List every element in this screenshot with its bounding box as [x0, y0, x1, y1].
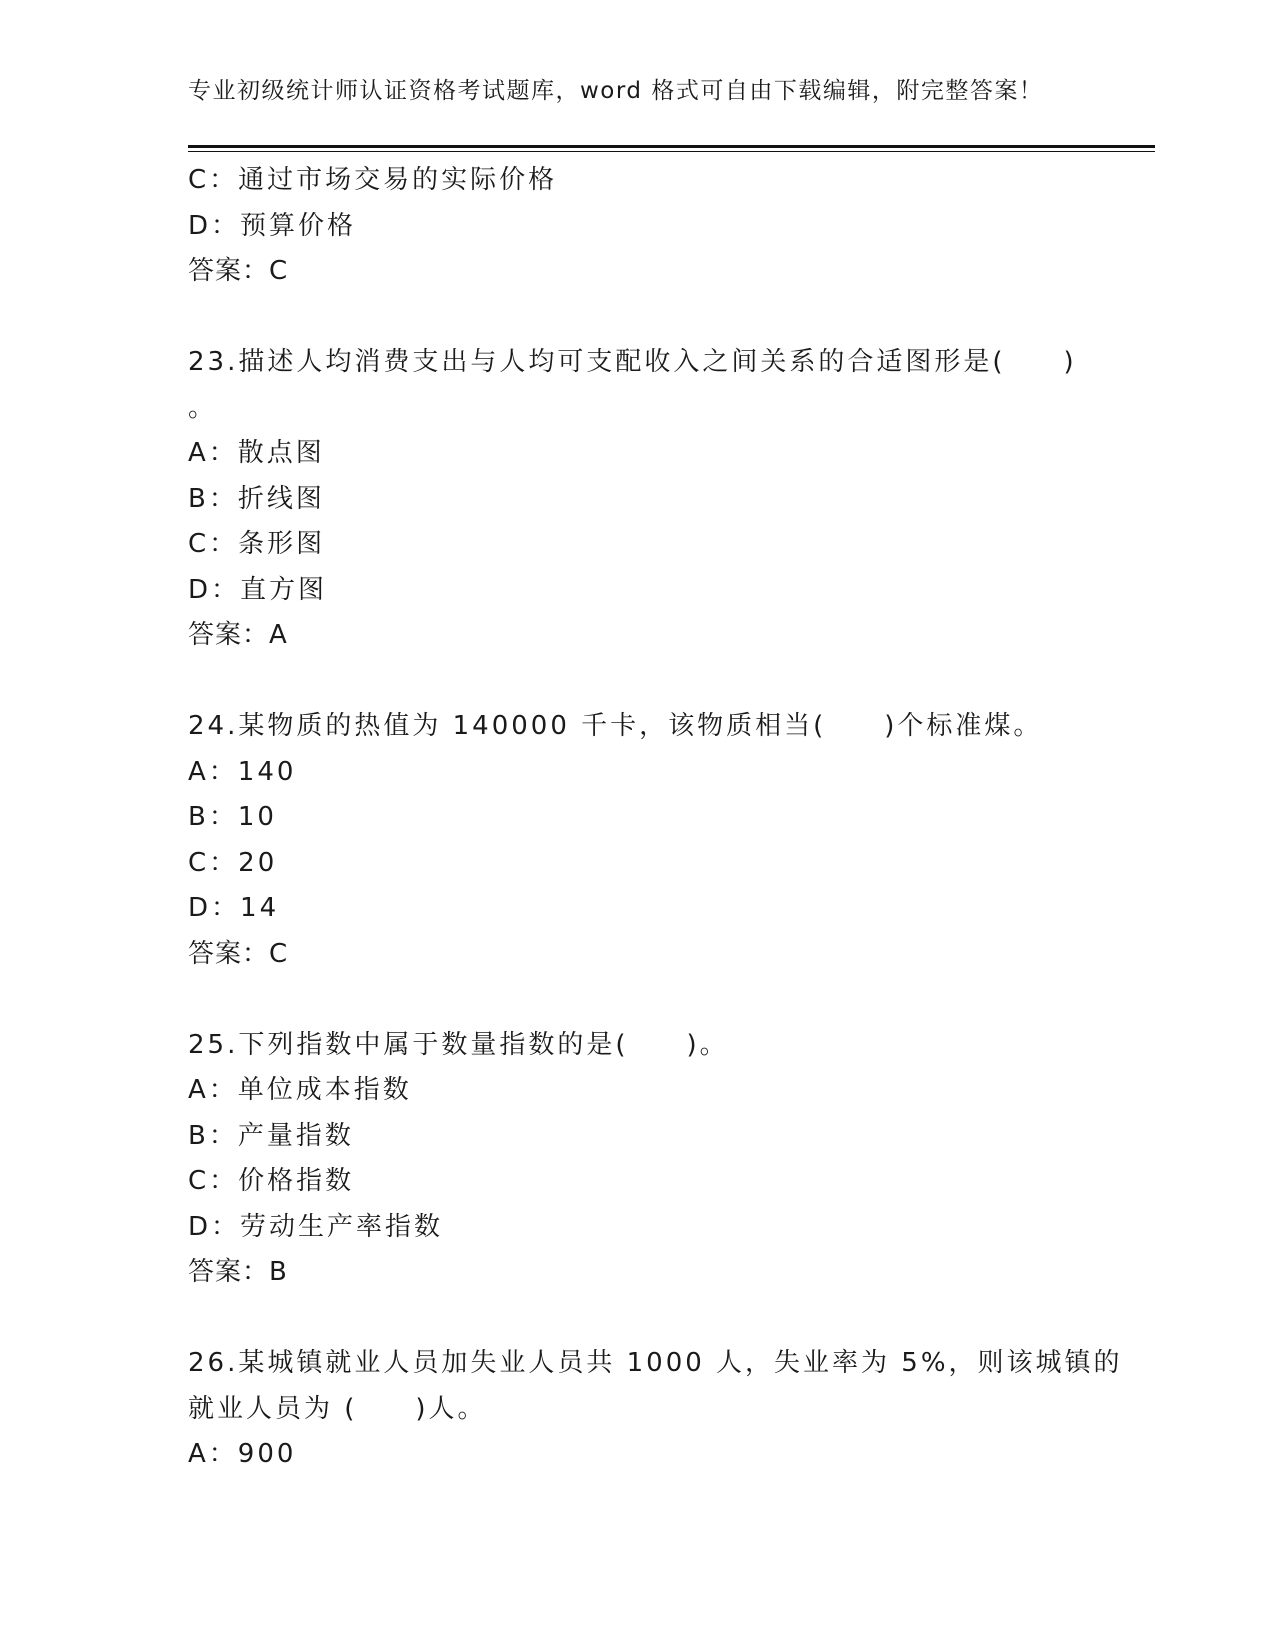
- spacer: [188, 295, 1148, 341]
- option-c: C：通过市场交易的实际价格: [188, 165, 558, 195]
- option-d: D：14: [188, 893, 280, 923]
- option-d: D：直方图: [188, 574, 328, 605]
- option-a: A：140: [188, 756, 297, 787]
- option-c: C：条形图: [188, 529, 326, 559]
- option-b: B：10: [188, 802, 277, 832]
- question-23-stem: 23.描述人均消费支出与人均可支配收入之间关系的合适图形是( ): [188, 347, 1077, 377]
- spacer: [188, 977, 1148, 1023]
- spacer: [188, 659, 1148, 705]
- page-header: 专业初级统计师认证资格考试题库，word 格式可自由下载编辑，附完整答案！: [188, 78, 1044, 104]
- option-a: A：散点图: [188, 438, 325, 468]
- answer: 答案：C: [188, 938, 289, 969]
- option-d: D：预算价格: [188, 210, 357, 241]
- header-rule-thin: [188, 151, 1155, 152]
- option-b: B：产量指数: [188, 1120, 354, 1151]
- option-d: D：劳动生产率指数: [188, 1211, 444, 1242]
- option-b: B：折线图: [188, 483, 325, 514]
- header-rule-thick: [188, 145, 1155, 148]
- answer: 答案：B: [188, 1257, 288, 1287]
- question-23-stem-cont: 。: [188, 392, 218, 423]
- question-26-stem-cont: 就业人员为 ( )人。: [188, 1393, 487, 1424]
- question-24-stem: 24.某物质的热值为 140000 千卡，该物质相当( )个标准煤。: [188, 711, 1043, 741]
- spacer: [188, 1296, 1148, 1342]
- answer: 答案：A: [188, 620, 288, 650]
- answer: 答案：C: [188, 256, 289, 286]
- option-a: A：900: [188, 1439, 297, 1469]
- question-25-stem: 25.下列指数中属于数量指数的是( )。: [188, 1029, 729, 1060]
- question-list: [188, 158, 1148, 1478]
- option-a: A：单位成本指数: [188, 1075, 412, 1105]
- question-26-stem: 26.某城镇就业人员加失业人员共 1000 人，失业率为 5%，则该城镇的: [188, 1348, 1123, 1378]
- option-c: C：价格指数: [188, 1166, 355, 1196]
- option-c: C：20: [188, 847, 278, 878]
